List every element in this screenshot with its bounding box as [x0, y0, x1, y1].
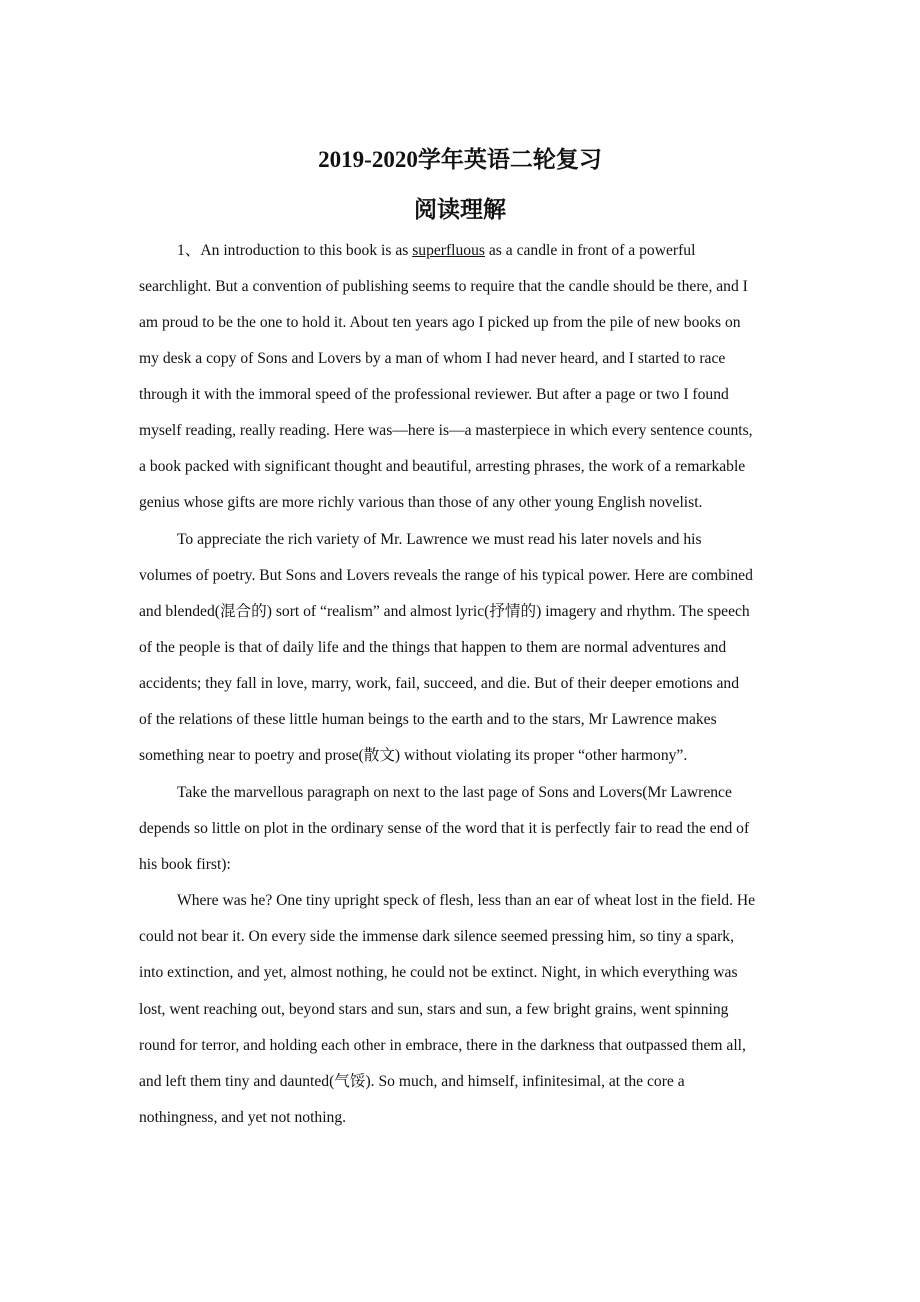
paragraph-1-line-1	[177, 241, 695, 261]
paragraph-2-line-3: and blended(混合的) sort of “realism” and almost lyric(抒情的) imagery and rhythm. The speech	[139, 603, 750, 620]
paragraph-4-line-5: round for terror, and holding each other in embrace, there in the darkness that outpassed them all,	[139, 1037, 746, 1054]
paragraph-1-line-5: through it with the immoral speed of the professional reviewer. But after a page or two I found	[139, 386, 729, 403]
document-subtitle: 阅读理解	[414, 197, 506, 222]
text-span: 1、An introduction to this book is as	[177, 242, 413, 259]
paragraph-2-line-2: volumes of poetry. But Sons and Lovers reveals the range of his typical power. Here are combined	[139, 567, 753, 584]
paragraph-1-line-4: my desk a copy of Sons and Lovers by a man of whom I had never heard, and I started to race	[139, 350, 726, 367]
paragraph-4-line-1: Where was he? One tiny upright speck of flesh, less than an ear of wheat lost in the field. He	[177, 892, 756, 909]
paragraph-3-line-2: depends so little on plot in the ordinary sense of the word that it is perfectly fair to read the end of	[139, 820, 750, 837]
text-span: as a candle in front of a powerful	[484, 242, 696, 259]
paragraph-1-line-2: searchlight. But a convention of publishing seems to require that the candle should be there, and I	[139, 278, 748, 295]
document-title: 2019-2020学年英语二轮复习	[318, 147, 602, 172]
paragraph-4-line-6: and left them tiny and daunted(气馁). So much, and himself, infinitesimal, at the core a	[139, 1073, 685, 1090]
paragraph-2-line-5: accidents; they fall in love, marry, work, fail, succeed, and die. But of their deeper emotions and	[139, 675, 740, 692]
paragraph-2-line-1: To appreciate the rich variety of Mr. Lawrence we must read his later novels and his	[177, 531, 702, 548]
paragraph-3-line-3: his book first):	[139, 856, 231, 873]
paragraph-4-line-2: could not bear it. On every side the immense dark silence seemed pressing him, so tiny a spark,	[139, 928, 735, 945]
paragraph-1-line-8: genius whose gifts are more richly various than those of any other young English novelist.	[139, 494, 703, 511]
paragraph-2-line-4: of the people is that of daily life and the things that happen to them are normal adventures and	[139, 639, 727, 656]
paragraph-2-line-7: something near to poetry and prose(散文) without violating its proper “other harmony”.	[139, 747, 688, 764]
underlined-word: superfluous	[412, 242, 485, 259]
paragraph-1-line-6: myself reading, really reading. Here was—here is—a masterpiece in which every sentence counts,	[139, 422, 753, 439]
paragraph-1-line-3: am proud to be the one to hold it. About ten years ago I picked up from the pile of new books on	[139, 314, 741, 331]
paragraph-4-line-3: into extinction, and yet, almost nothing, he could not be extinct. Night, in which everything was	[139, 964, 738, 981]
paragraph-4-line-4: lost, went reaching out, beyond stars and sun, stars and sun, a few bright grains, went spinning	[139, 1001, 729, 1018]
paragraph-2-line-6: of the relations of these little human beings to the earth and to the stars, Mr Lawrence makes	[139, 711, 717, 728]
paragraph-3-line-1: Take the marvellous paragraph on next to the last page of Sons and Lovers(Mr Lawrence	[177, 784, 732, 801]
paragraph-1-line-7: a book packed with significant thought and beautiful, arresting phrases, the work of a remarkable	[139, 458, 746, 475]
paragraph-4-line-7: nothingness, and yet not nothing.	[139, 1109, 347, 1126]
